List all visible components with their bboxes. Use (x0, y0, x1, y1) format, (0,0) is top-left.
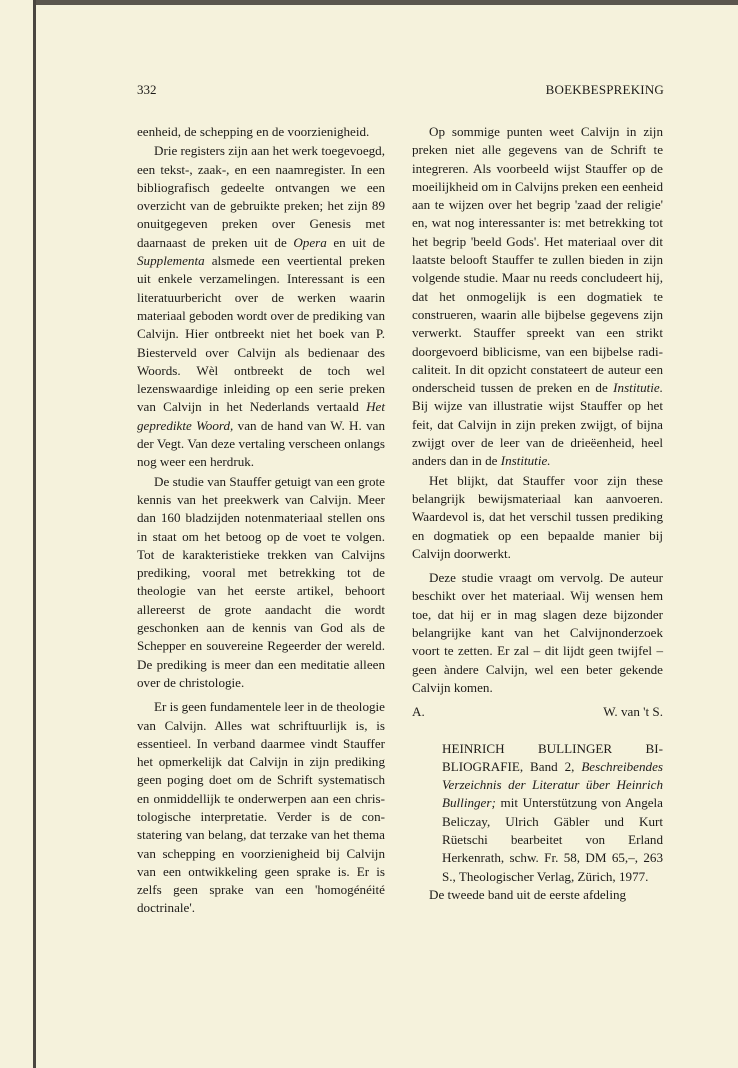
paragraph: Drie registers zijn aan het werk toegevoegd, een tekst-, zaak-, en een naamregister. In een bibliografisch gedeelte ontvangen we een overzicht van de gebruikte preken; het zijn 89 onuitgegeven preken over Genesis met daarnaast de preken uit de Opera en uit de Supplementa alsmede een veertiental preken uit enkele verzamelingen. Interessant is een literatuurbericht over de werken waarin materiaal geboden wordt over de prediking van Calvijn. Hier ontbreekt niet het boek van P. Biesterveld over Calvijn als bedienaar des Woords. Wèl ontbreekt de toch wel lezenswaardige inleiding op een serie preken van Calvijn in het Nederlands vertaald Het gepredikte Woord, van de hand van W. H. van der Vegt. Van deze vertaling verscheen onlangs nog weer een herdruk. (137, 143, 385, 470)
right-column (412, 123, 663, 904)
page-number: 332 (137, 82, 157, 97)
paragraph: eenheid, de schepping en de voorzienigheid. (137, 124, 370, 139)
running-head: BOEKBESPREKING (545, 82, 664, 97)
italic-title: Beschreibendes Verzeichnis der Literatur über Heinrich Bullinger; (442, 758, 663, 811)
signature-author: W. van 't S. (603, 704, 663, 720)
italic-title: Supplementa (137, 253, 205, 269)
review-signature (412, 703, 663, 721)
paragraph: Er is geen fundamentele leer in de theologie van Calvijn. Alles wat schriftuurlijk is, is essentieel. In verband daarmee vindt Stauffer het opmerkelijk dat Calvijn in zijn prediking geen poging doet om de Schrift systematisch en onmiddellijk te onderwerpen aan een christologische interpretatie. Verder is de constatering van belang, dat terzake van het thema van schepping en voorzienigheid bij Calvijn van een ontwikkeling geen sprake is. Er is zelfs geen sprake van een 'homogénéité doctrinale'. (137, 699, 385, 916)
italic-title: Opera (293, 234, 327, 250)
page-top-edge (36, 0, 738, 5)
italic-title: Institutie. (613, 380, 663, 396)
paragraph: Het blijkt, dat Stauffer voor zijn these belangrijk bewijsmateriaal kan aanvoeren. Waardevol is, dat het verschil tussen prediking en dogmatiek op een bepaalde manier bij Calvijn doorwerkt. (412, 472, 663, 561)
italic-title: Institutie. (500, 453, 551, 469)
signature-initial: A. (412, 704, 425, 720)
left-column (137, 123, 385, 918)
italic-title: Het gepredikte Woord, (137, 399, 385, 433)
paragraph: Deze studie vraagt om vervolg. De auteur beschikt over het materiaal. Wij wensen hem toe, dat hij er in mag slagen deze bijzonder belangrijke kant van het Calvijnonderzoek voort te zetten. Er zal – dit lijdt geen twijfel – geen àndere Calvijn, wel een beter gekende Calvijn komen. (412, 570, 663, 695)
paragraph: De studie van Stauffer getuigt van een grote kennis van het preekwerk van Calvijn. Meer dan 160 bladzijden notenmateriaal stellen ons in staat om het betoog op de voet te volgen. Tot de karakteristieke trekken van Calvijns prediking, vooral met betrekking tot de theologie van het eerste artikel, behoort allereerst de grote aandacht die wordt geschonken aan de kennis van God als de Schepper en souvereine Regeerder der wereld. De prediking is meer dan een meditatie alleen over de christologie. (137, 473, 385, 690)
paragraph: De tweede band uit de eerste afdeling (429, 886, 627, 902)
page-binding-edge (0, 0, 36, 1068)
paragraph: Op sommige punten weet Calvijn in zijn preken niet alle gegevens van de Schrift te integreren. Als voorbeeld wijst Stauffer op de moeilijkheid om in Calvijns preken een eenheid aan te wijzen over het begrip 'zaad der religie' en, wat nog interessanter is: met betrekking tot het begrip 'beeld Gods'. Het materiaal over dit laatste belooft Stauffer te zullen bieden in zijn volgende studie. Maar nu reeds concludeert hij, dat het onmogelijk is een dogmatiek te construeren, waarin alle bijbelse gegevens zijn verwerkt. Stauffer spreekt van een strikt doorgevoerd biblicisme, van een bijbelse radicaliteit. In dit opzicht constateert de auteur een onderscheid tussen de preken en de Institutie. Bij wijze van illustratie wijst Stauffer op het feit, dat Calvijn in zijn preken zwijgt, of bijna zwijgt over de leer van de drieëenheid, heel anders dan in de Institutie. (412, 124, 663, 469)
bibliographic-entry: HEINRICH BULLINGER BIBLIOGRAFIE, Band 2, Beschreibendes Verzeichnis der Literatur über Heinrich Bullinger; mit Unterstützung von Angela Beliczay, Ulrich Gäbler und Kurt Rüetschi bearbeitet von Erland Herkenrath, schw. Fr. 58, DM 65,–, 263 S., Theologischer Verlag, Zürich, 1977. (442, 740, 663, 884)
